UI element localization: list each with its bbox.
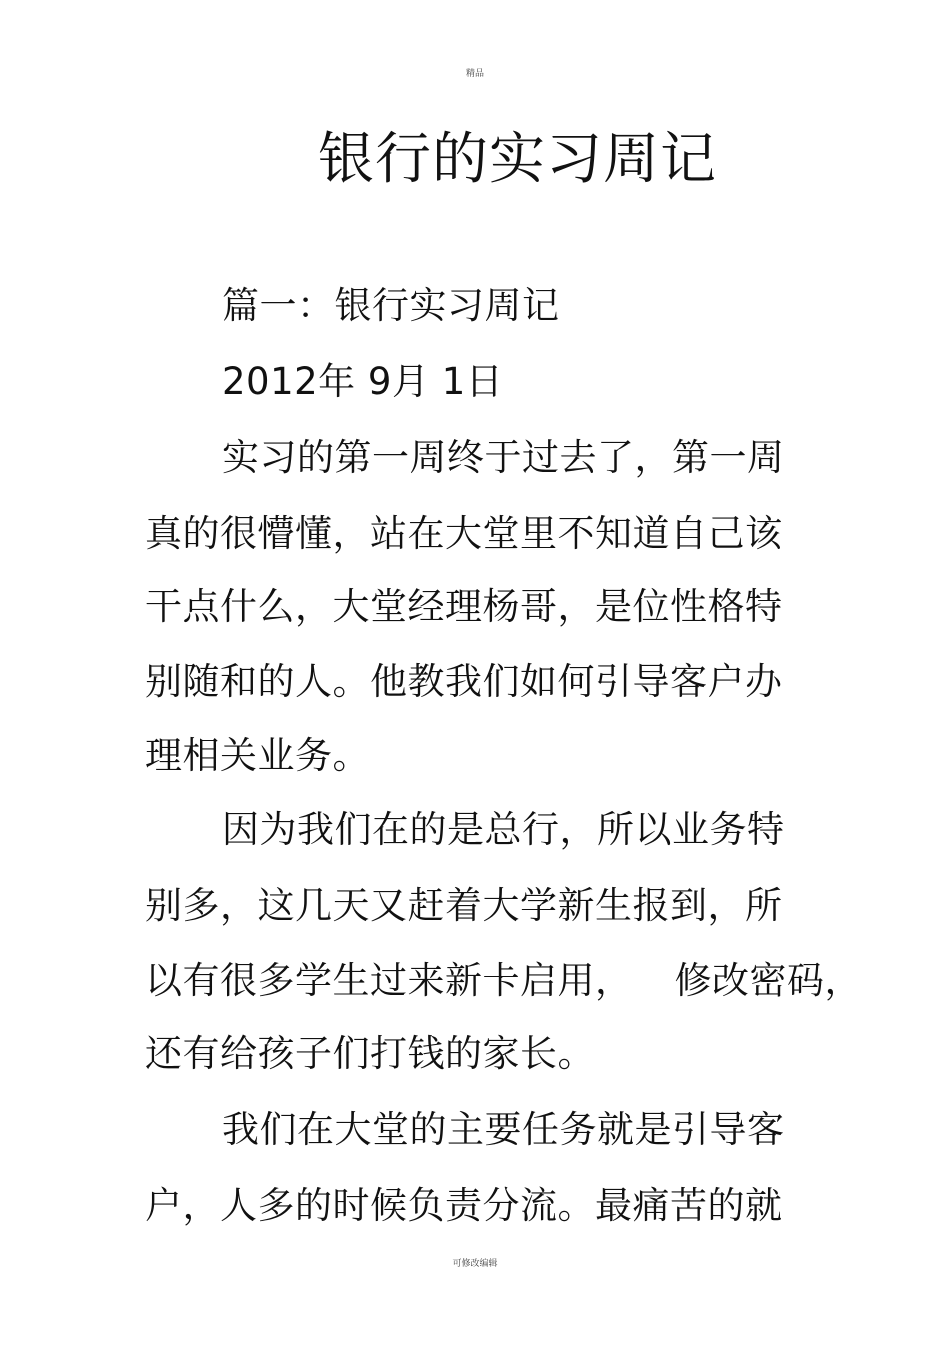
- paragraph-2-line-3: [145, 959, 862, 1003]
- paragraph-1-line-5: 理相关业务。: [145, 734, 370, 777]
- paragraph-2-line-3-part-1: 以有很多学生过来新卡启用，: [145, 959, 633, 1002]
- paragraph-3-line-2: 户，人多的时候负责分流。最痛苦的就: [145, 1184, 783, 1227]
- entry-date: 2012年 9月 1日: [222, 360, 504, 403]
- paragraph-2-line-3-part-2: 修改密码，: [674, 959, 862, 1002]
- footer-watermark: 可修改编辑: [452, 1259, 498, 1269]
- document-title: 银行的实习周记: [318, 127, 717, 192]
- paragraph-1-line-3: 干点什么，大堂经理杨哥，是位性格特: [145, 585, 783, 628]
- paragraph-3-line-1: 我们在大堂的主要任务就是引导客: [222, 1108, 785, 1151]
- paragraph-2-line-1: 因为我们在的是总行，所以业务特: [222, 808, 785, 851]
- paragraph-1-line-2: 真的很懵懂，站在大堂里不知道自己该: [145, 512, 783, 555]
- header-watermark: 精品: [465, 69, 484, 79]
- paragraph-1-line-1: 实习的第一周终于过去了，第一周: [222, 436, 785, 479]
- paragraph-2-line-2: 别多，这几天又赶着大学新生报到，所: [145, 884, 783, 927]
- section-heading: 篇一：银行实习周记: [222, 284, 560, 327]
- paragraph-2-line-4: 还有给孩子们打钱的家长。: [145, 1032, 595, 1075]
- paragraph-1-line-4: 别随和的人。他教我们如何引导客户办: [145, 660, 783, 703]
